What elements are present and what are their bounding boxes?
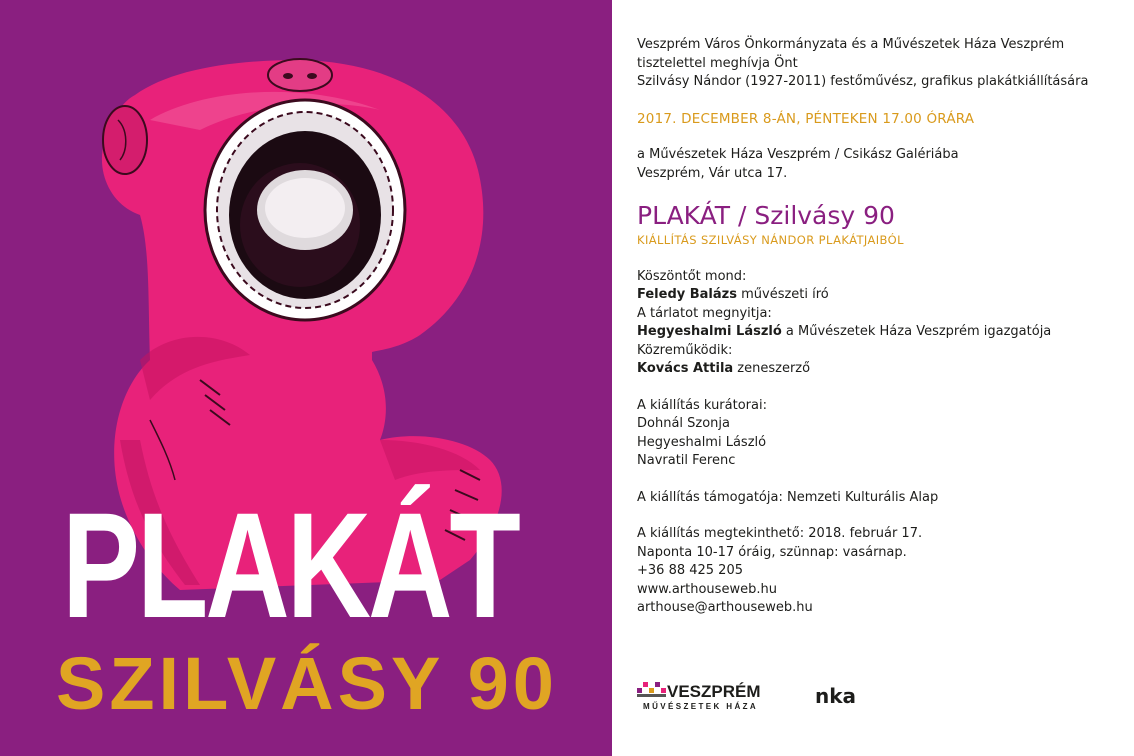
event-date: 2017. DECEMBER 8-ÁN, PÉNTEKEN 17.00 ÓRÁRA bbox=[637, 110, 975, 127]
opening-row bbox=[637, 323, 1117, 342]
curator-name: Hegyeshalmi László bbox=[637, 434, 767, 450]
opening-name: Hegyeshalmi László bbox=[637, 324, 782, 339]
veszprem-logo-text: VESZPRÉM bbox=[667, 682, 761, 701]
greeting-row bbox=[637, 286, 1117, 305]
invitation-text bbox=[637, 36, 1117, 618]
contrib-label: Közreműködik: bbox=[637, 342, 733, 358]
intro-line: tisztelettel meghívja Önt bbox=[637, 55, 798, 71]
nka-logo: nka bbox=[815, 684, 857, 708]
email-link[interactable]: arthouse@arthouseweb.hu bbox=[637, 600, 813, 615]
veszprem-castle-icon bbox=[637, 682, 666, 697]
muveszetek-haza-logo-text: MŰVÉSZETEK HÁZA bbox=[643, 702, 759, 711]
poster-subtitle: SZILVÁSY 90 bbox=[56, 642, 558, 725]
exhibition-subtitle: KIÁLLÍTÁS SZILVÁSY NÁNDOR PLAKÁTJAIBÓL bbox=[637, 233, 904, 247]
contrib-name: Kovács Attila bbox=[637, 361, 734, 376]
website-link[interactable]: www.arthouseweb.hu bbox=[637, 581, 777, 597]
intro-line: Veszprém Város Önkormányzata és a Művészetek Háza Veszprém bbox=[637, 37, 1065, 52]
opening-label: A tárlatot megnyitja: bbox=[637, 305, 772, 321]
viewable-line: A kiállítás megtekinthető: 2018. február 17. bbox=[637, 526, 923, 541]
greeting-label: Köszöntőt mond: bbox=[637, 268, 747, 284]
curators-label: A kiállítás kurátorai: bbox=[637, 397, 767, 413]
contrib-row bbox=[637, 360, 1117, 379]
nose-shape bbox=[268, 59, 332, 91]
intro-line: Szilvásy Nándor (1927-2011) festőművész, grafikus plakátkiállítására bbox=[637, 74, 1089, 89]
curator-name: Navratil Ferenc bbox=[637, 453, 736, 468]
opening-role: a Művészetek Háza Veszprém igazgatója bbox=[781, 324, 1052, 339]
greeting-name: Feledy Balázs bbox=[637, 287, 737, 302]
poster-title: PLAKÁT bbox=[62, 481, 518, 649]
greeting-role: művészeti író bbox=[736, 287, 829, 302]
curator-name: Dohnál Szonja bbox=[637, 416, 730, 431]
phone-number: +36 88 425 205 bbox=[637, 563, 743, 578]
venue-line: a Művészetek Háza Veszprém / Csikász Galériába bbox=[637, 147, 959, 162]
contrib-role: zeneszerző bbox=[733, 361, 811, 376]
venue-address: Veszprém, Vár utca 17. bbox=[637, 165, 788, 181]
sponsor-logos bbox=[637, 678, 877, 714]
hours-line: Naponta 10-17 óráig, szünnap: vasárnap. bbox=[637, 544, 907, 560]
sponsor-line: A kiállítás támogatója: Nemzeti Kulturális Alap bbox=[637, 489, 939, 505]
exhibition-title: PLAKÁT / Szilvásy 90 bbox=[637, 201, 895, 230]
